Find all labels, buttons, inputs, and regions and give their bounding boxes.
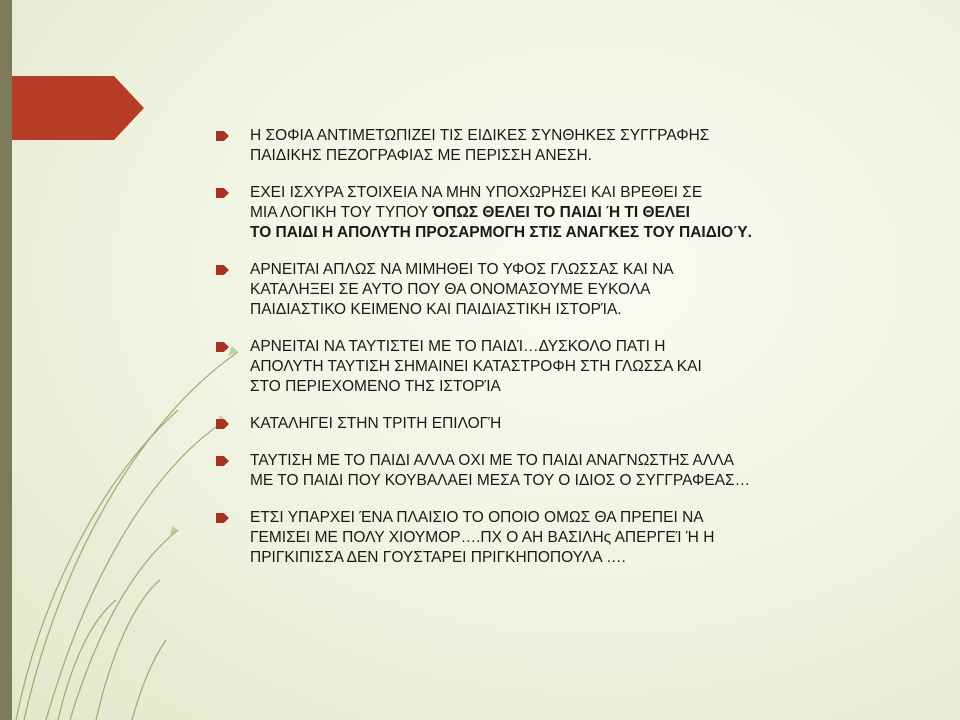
- bullet-item: [216, 126, 906, 166]
- bullet-text-line: [250, 146, 906, 166]
- bullet-text-line: [250, 548, 906, 568]
- text-segment: ΠΑΙΔΙΚΗΣ ΠΕΖΟΓΡΑΦΙΑΣ ΜΕ ΠΕΡΙΣΣΗ ΑΝΕΣΗ.: [250, 147, 592, 164]
- bullet-item: [216, 414, 906, 434]
- bullet-item: [216, 183, 906, 243]
- text-segment: ΤΑΥΤΙΣΗ ΜΕ ΤΟ ΠΑΙΔΙ ΑΛΛΑ ΟΧΙ ΜΕ ΤΟ ΠΑΙΔΙ ΑΝΑΓΝΩΣΤΗΣ ΑΛΛΑ: [250, 452, 734, 469]
- bullet-text-line: [250, 126, 906, 146]
- bullet-text-line: [250, 300, 906, 320]
- text-segment: ΣΤΟ ΠΕΡΙΕΧΟΜΕΝΟ ΤΗΣ ΙΣΤΟΡΊΑ: [250, 378, 501, 395]
- text-segment: ΑΡΝΕΙΤΑΙ ΑΠΛΩΣ ΝΑ ΜΙΜΗΘΕΙ ΤΟ ΥΦΟΣ ΓΛΩΣΣΑΣ ΚΑΙ ΝΑ: [250, 261, 674, 278]
- bold-text: ΌΠΩΣ ΘΕΛΕΙ ΤΟ ΠΑΙΔΙ Ή ΤΙ ΘΕΛΕΙ: [432, 204, 690, 221]
- bullet-list: [216, 126, 906, 585]
- bullet-arrow-icon: [216, 342, 229, 352]
- bullet-text-line: [250, 280, 906, 300]
- text-segment: ΠΡΙΓΚΙΠΙΣΣΑ ΔΕΝ ΓΟΥΣΤΑΡΕΙ ΠΡΙΓΚΗΠΟΠΟΥΛΑ ….: [250, 549, 626, 566]
- text-segment: ΠΑΙΔΙΑΣΤΙΚΟ ΚΕΙΜΕΝΟ ΚΑΙ ΠΑΙΔΙΑΣΤΙΚΗ ΙΣΤΟΡΊΑ.: [250, 301, 622, 318]
- text-segment: ΕΧΕΙ ΙΣΧΥΡΑ ΣΤΟΙΧΕΙΑ ΝΑ ΜΗΝ ΥΠΟΧΩΡΗΣΕΙ ΚΑΙ ΒΡΕΘΕΙ ΣΕ: [250, 184, 703, 201]
- text-segment: ΓΕΜΙΣΕΙ ΜΕ ΠΟΛΥ ΧΙΟΥΜΟΡ….ΠΧ Ο ΑΗ ΒΑΣΙΛΗς ΑΠΕΡΓΕΊ Ή Η: [250, 529, 715, 546]
- bullet-arrow-icon: [216, 419, 229, 429]
- text-segment: ΑΠΟΛΥΤΗ ΤΑΥΤΙΣΗ ΣΗΜΑΙΝΕΙ ΚΑΤΑΣΤΡΟΦΗ ΣΤΗ ΓΛΩΣΣΑ ΚΑΙ: [250, 358, 702, 375]
- bullet-item: [216, 260, 906, 320]
- text-segment: ΜΕ ΤΟ ΠΑΙΔΙ ΠΟΥ ΚΟΥΒΑΛΑΕΙ ΜΕΣΑ ΤΟΥ Ο ΙΔΙΟΣ Ο ΣΥΓΓΡΑΦΕΑΣ…: [250, 472, 751, 489]
- bullet-text-line: [250, 337, 906, 357]
- bullet-text-line: [250, 223, 906, 243]
- bullet-item: [216, 508, 906, 568]
- bullet-arrow-icon: [216, 265, 229, 275]
- left-edge-bar: [0, 0, 12, 720]
- bullet-text-line: [250, 203, 906, 223]
- bold-text: ΤΟ ΠΑΙΔΙ Η ΑΠΟΛΥΤΗ ΠΡΟΣΑΡΜΟΓΗ ΣΤΙΣ ΑΝΑΓΚΕΣ ΤΟΥ ΠΑΙΔΙΟΎ.: [250, 224, 752, 241]
- bullet-text-line: [250, 471, 906, 491]
- bullet-item: [216, 337, 906, 397]
- bullet-arrow-icon: [216, 131, 229, 141]
- text-segment: ΜΙΑ ΛΟΓΙΚΗ ΤΟΥ ΤΥΠΟΥ: [250, 204, 433, 221]
- text-segment: ΚΑΤΑΛΗΓΕΙ ΣΤΗΝ ΤΡΙΤΗ ΕΠΙΛΟΓΉ: [250, 415, 502, 432]
- bullet-item: [216, 451, 906, 491]
- bullet-text-line: [250, 414, 906, 434]
- bullet-text-line: [250, 528, 906, 548]
- bullet-text-line: [250, 508, 906, 528]
- text-segment: ΚΑΤΑΛΗΞΕΙ ΣΕ ΑΥΤΟ ΠΟΥ ΘΑ ΟΝΟΜΑΣΟΥΜΕ ΕΥΚΟΛΑ: [250, 281, 651, 298]
- bullet-arrow-icon: [216, 513, 229, 523]
- title-accent-tab: [12, 76, 144, 140]
- bullet-text-line: [250, 260, 906, 280]
- text-segment: ΑΡΝΕΙΤΑΙ ΝΑ ΤΑΥΤΙΣΤΕΙ ΜΕ ΤΟ ΠΑΙΔΊ…ΔΥΣΚΟΛΟ ΠΑΤΙ Η: [250, 338, 666, 355]
- bullet-arrow-icon: [216, 188, 229, 198]
- bullet-text-line: [250, 357, 906, 377]
- bullet-text-line: [250, 377, 906, 397]
- text-segment: Η ΣΟΦΙΑ ΑΝΤΙΜΕΤΩΠΙΖΕΙ ΤΙΣ ΕΙΔΙΚΕΣ ΣΥΝΘΗΚΕΣ ΣΥΓΓΡΑΦΗΣ: [250, 127, 710, 144]
- bullet-text-line: [250, 183, 906, 203]
- text-segment: ΕΤΣΙ ΥΠΑΡΧΕΙ ΈΝΑ ΠΛΑΙΣΙΟ ΤΟ ΟΠΟΙΟ ΟΜΩΣ ΘΑ ΠΡΕΠΕΙ ΝΑ: [250, 509, 704, 526]
- bullet-text-line: [250, 451, 906, 471]
- bullet-arrow-icon: [216, 456, 229, 466]
